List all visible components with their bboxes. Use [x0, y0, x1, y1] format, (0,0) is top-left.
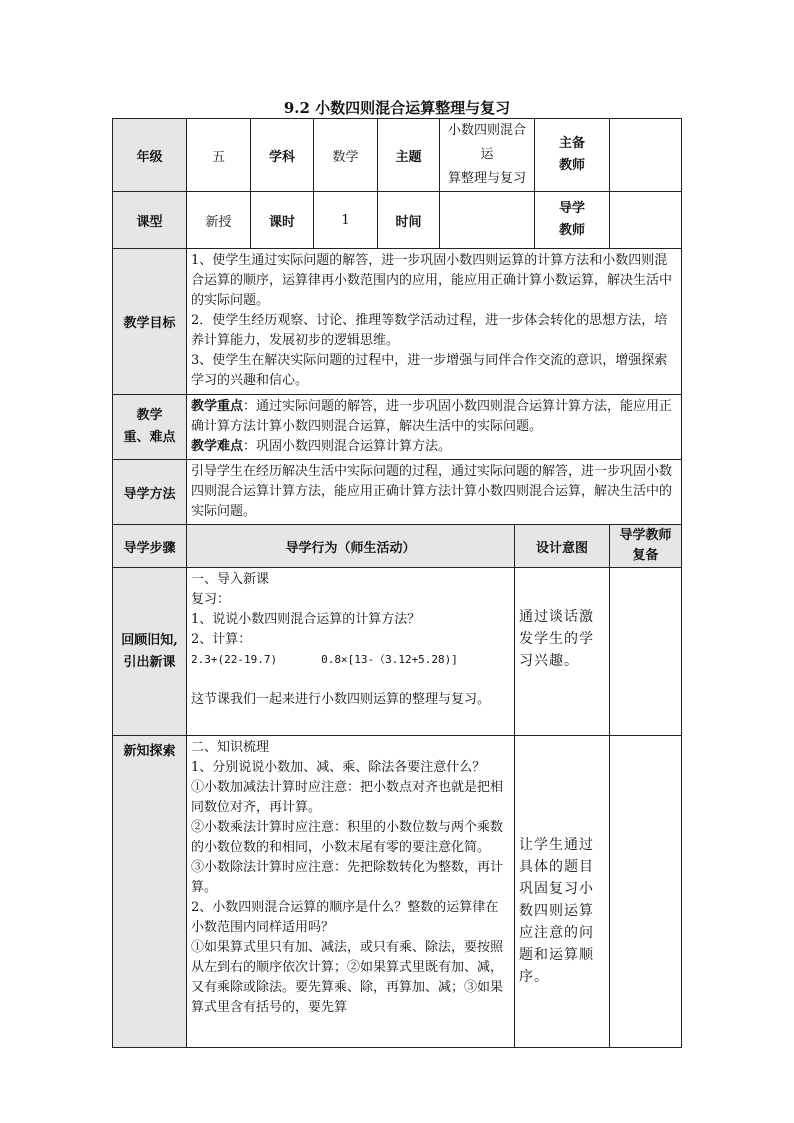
review-header-line-1: 导学教师 [619, 528, 672, 543]
main-teacher-label [535, 119, 610, 192]
step1-line-4: 2、计算： [191, 632, 252, 647]
step-header: 导学步骤 [113, 525, 187, 568]
info-row-1 [113, 119, 682, 192]
difficulty-point [191, 437, 677, 457]
step2-behavior [187, 736, 515, 1048]
time-value [440, 192, 535, 249]
step1-line-3: 1、说说小数四则混合运算的计算方法？ [191, 612, 421, 627]
goal-item-3: 3、使学生在解决实际问题的过程中，进一步增强与同伴合作交流的意识，增强探索学习的兴趣和信心。 [191, 353, 668, 388]
step2-line-1: 二、知识梳理 [191, 740, 270, 755]
subject-value: 数学 [314, 119, 378, 192]
step2-line-3: ①小数加减法计算时应注意：把小数点对齐也就是把相同数位对齐，再计算。 [191, 780, 504, 815]
main-teacher-value [610, 119, 682, 192]
guide-teacher-value [610, 192, 682, 249]
key-points-label-line-2: 重、难点 [123, 430, 176, 445]
step1-design-text: 通过谈话激发学生的学习兴趣。 [519, 609, 594, 669]
key-points-content [187, 395, 682, 460]
topic-value-line-2: 算整理与复习 [448, 171, 527, 186]
step1-label-line-1: 回顾旧知, [121, 632, 178, 648]
calc-expression-2: 0.8×[13-（3.12+5.28)] [321, 653, 458, 666]
time-label: 时间 [378, 192, 440, 249]
step1-calc-line [191, 650, 510, 670]
step2-row [113, 736, 682, 1048]
difficulty-text: ：巩固小数四则混合运算计算方法。 [243, 439, 452, 454]
goals-content [187, 249, 682, 395]
design-header: 设计意图 [515, 525, 610, 568]
review-header [610, 525, 682, 568]
step1-design [515, 568, 610, 736]
step2-line-6: 2、小数四则混合运算的顺序是什么？整数的运算律在小数范围内同样适用吗？ [191, 900, 499, 935]
lesson-plan-table [112, 118, 682, 1048]
key-points-row [113, 395, 682, 460]
goal-item-1: 1、使学生通过实际问题的解答，进一步巩固小数四则运算的计算方法和小数四则混合运算的顺序，运算律再小数范围内的应用，能应用正确计算小数运算，解决生活中的实际问题。 [191, 253, 673, 308]
behavior-header: 导学行为（师生活动） [187, 525, 515, 568]
key-point-text: ：通过实际问题的解答，进一步巩固小数四则混合运算计算方法，能应用正确计算方法计算小数四则混合运算，解决生活中的实际问题。 [191, 399, 673, 434]
step1-label [113, 568, 187, 736]
type-value: 新授 [187, 192, 251, 249]
step1-row [113, 568, 682, 736]
step1-closing: 这节课我们一起来进行小数四则运算的整理与复习。 [191, 692, 491, 707]
goals-row [113, 249, 682, 395]
key-point [191, 397, 677, 437]
review-header-line-2: 复备 [632, 548, 659, 563]
method-label: 导学方法 [113, 460, 187, 525]
grade-value: 五 [187, 119, 251, 192]
method-row [113, 460, 682, 525]
key-points-label-line-1: 教学 [136, 408, 163, 423]
period-value: 1 [314, 192, 378, 249]
step1-label-line-2: 引出新课 [123, 654, 176, 670]
step2-review [610, 736, 682, 1048]
grade-label: 年级 [113, 119, 187, 192]
step2-line-2: 1、分别说说小数加、减、乘、除法各要注意什么？ [191, 760, 486, 775]
key-point-label: 教学重点 [191, 399, 244, 414]
steps-header-row [113, 525, 682, 568]
step2-line-7: ①如果算式里只有加、减法，或只有乘、除法，要按照从左到右的顺序依次计算；②如果算式里既有加、减，又有乘除或除法。要先算乘、除，再算加、减；③如果算式里含有括号的，要先算 [191, 940, 504, 1015]
step2-label: 新知探索 [113, 736, 187, 1048]
type-label: 课型 [113, 192, 187, 249]
goal-item-2: 2．使学生经历观察、讨论、推理等数学活动过程，进一步体会转化的思想方法，培养计算能力，发展初步的逻辑思维。 [191, 313, 668, 348]
key-points-label [113, 395, 187, 460]
main-teacher-label-line-2: 教师 [559, 158, 586, 173]
step1-line-2: 复习： [191, 592, 231, 607]
info-row-2 [113, 192, 682, 249]
step1-line-1: 一、导入新课 [191, 572, 270, 587]
goals-label: 教学目标 [113, 249, 187, 395]
guide-teacher-label-line-2: 教师 [559, 223, 586, 238]
step2-line-4: ②小数乘法计算时应注意：积里的小数位数与两个乘数的小数位数的和相同，小数末尾有零的要注意化简。 [191, 820, 504, 855]
method-content: 引导学生在经历解决生活中实际问题的过程，通过实际问题的解答，进一步巩固小数四则混合运算计算方法，能应用正确计算方法计算小数四则混合运算，解决生活中的实际问题。 [187, 460, 682, 525]
step2-design [515, 736, 610, 1048]
topic-label: 主题 [378, 119, 440, 192]
step1-behavior [187, 568, 515, 736]
topic-value [440, 119, 535, 192]
difficulty-label: 教学难点 [191, 439, 244, 454]
guide-teacher-label [535, 192, 610, 249]
main-teacher-label-line-1: 主备 [559, 136, 586, 151]
step1-review [610, 568, 682, 736]
subject-label: 学科 [251, 119, 314, 192]
period-label: 课时 [251, 192, 314, 249]
topic-value-line-1: 小数四则混合运 [448, 123, 527, 162]
step2-line-5: ③小数除法计算时应注意：先把除数转化为整数，再计算。 [191, 860, 504, 895]
calc-expression-1: 2.3+(22-19.7) [191, 653, 278, 666]
guide-teacher-label-line-1: 导学 [559, 201, 586, 216]
page-title: 9.2 小数四则混合运算整理与复习 [283, 99, 511, 117]
step2-design-text: 让学生通过具体的题目巩固复习小数四则运算应注意的问题和运算顺序。 [519, 837, 594, 985]
